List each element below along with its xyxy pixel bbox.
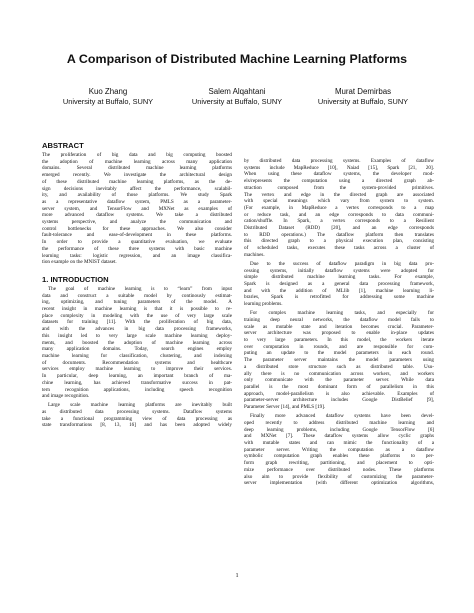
- text-line: ments, and boosted the adoption of machine learning across: [42, 339, 232, 346]
- text-line: as a representative dataflow system, PMLS as a parameter-: [42, 198, 232, 205]
- text-line: simple distributed machine learning tasks. For example,: [244, 274, 434, 281]
- text-line: form graph rewriting, partitioning, and placement to opti-: [244, 460, 434, 467]
- text-line: over computation in rounds, and are responsible for com-: [244, 343, 434, 350]
- text-line: machines.: [244, 251, 265, 258]
- text-line: cessing systems, initially dataflow systems were adopted for: [244, 267, 434, 274]
- text-line: For complex machine learning tasks, and especially for: [250, 310, 434, 317]
- text-line: Distributed Dataset (RDD) [20], and an edge corresponds: [244, 225, 434, 232]
- author-name: Kuo Zhang: [88, 87, 128, 96]
- text-line: The parameter server maintains the model parameters using: [244, 357, 434, 364]
- text-line: more advanced dataflow systems. We take a distributed: [42, 212, 232, 219]
- text-line: mize performance over distributed nodes. These platforms: [244, 466, 434, 473]
- text-line: The goal of machine learning is to “learn” from input: [48, 285, 232, 292]
- text-line: Large scale machine learning platforms are inevitably built: [48, 402, 232, 409]
- text-line: a distributed store structure such as distributed table. Usu-: [244, 363, 434, 370]
- text-line: approach, model-parallelism is also achievable. Examples of: [244, 390, 434, 397]
- text-line: many application domains. Today, search engines employ: [42, 346, 232, 353]
- text-line: training deep neural networks, the dataflow model fails to: [244, 316, 434, 323]
- text-line: as distributed data processing systems. Dataflow systems: [42, 409, 232, 415]
- text-line: deep learning problems, including Google TensorFlow [6]: [244, 426, 434, 433]
- text-line: state transformations [8, 13, 16] and has been adopted widely: [42, 422, 232, 429]
- text-line: Due to the success of dataflow paradigm in big data pro-: [250, 260, 434, 267]
- text-line: of documents. Recommendation systems and healthcare: [42, 359, 232, 366]
- text-line: and image recognition.: [42, 393, 90, 400]
- text-line: the adoption of machine learning across many application: [42, 158, 232, 165]
- text-line: oped recently to address distributed machine learning and: [244, 419, 434, 426]
- text-line: systems include MapReduce [10], Naiad [15], Spark [21, 20].: [244, 164, 434, 171]
- text-line: and with the advances in big data processing frameworks,: [42, 326, 232, 333]
- text-line: with special meanings which vary from system to system.: [244, 198, 434, 205]
- text-line: server implementation (with different optimization algorithms,: [244, 480, 434, 487]
- text-line: or reduce task, and an edge corresponds to data communi-: [244, 211, 434, 218]
- author-affiliation: University at Buffalo, SUNY: [191, 96, 283, 106]
- body-paragraph: [244, 413, 434, 487]
- text-line: learning problems.: [244, 301, 283, 308]
- introduction-heading: 1. INTRODUCTION: [42, 274, 109, 284]
- text-line: and with the addition of MLlib [1], machine learning li-: [244, 287, 434, 294]
- text-line: take a functional programming view of data processing as: [42, 415, 232, 422]
- text-line: (For example, in MapReduce a vertex corresponds to a map: [244, 204, 434, 211]
- text-line: only communicate with the parameter server. While data: [244, 377, 434, 384]
- text-line: with mutable states and can mimic the functionality of a: [244, 440, 434, 446]
- text-line: data and construct a suitable model by continously estimat-: [42, 292, 232, 299]
- text-line: ity, and availability of those platforms. We study Spark: [42, 192, 232, 199]
- author-affiliation: University at Buffalo, SUNY: [62, 96, 154, 106]
- text-line: the performance of these three systems with basic machine: [42, 245, 232, 252]
- text-line: place complexity in modeling with the use of very large scale: [42, 312, 232, 319]
- text-line: els/represents the computation using a directed graph ab-: [244, 178, 434, 185]
- text-line: recent insight in machine learning is that it is possible to re-: [42, 306, 232, 313]
- text-line: server architecture was proposed to enable in-place updates: [244, 330, 434, 337]
- text-line: ally there is no communication across workers, and workers: [244, 370, 434, 377]
- text-line: learning tasks: logistic regression, and an image classifica-: [42, 252, 232, 259]
- text-line: puting an update to the model parameters in each round.: [244, 350, 434, 357]
- text-line: tion example on the MNIST dataset.: [42, 259, 117, 266]
- body-paragraph: [244, 261, 434, 308]
- text-line: emerged recently. We investigate the architectural design: [42, 172, 232, 179]
- body-paragraph: [244, 158, 434, 259]
- text-line: of scheduled tasks, executes these tasks across a cluster of: [244, 245, 434, 252]
- author-block: [283, 87, 443, 106]
- text-line: The proliferation of big data and big computing boosted: [42, 152, 232, 158]
- text-line: parallel is the most dominant form of parallelism in this: [244, 383, 434, 390]
- page-number: 1: [235, 572, 239, 579]
- text-line: straction composed from the system-provided primitives.: [244, 184, 434, 191]
- text-line: services employ machine learning to improve their services.: [42, 366, 232, 373]
- text-line: Finally more advanced dataflow systems have been devel-: [250, 413, 434, 420]
- author-affiliation: University at Buffalo, SUNY: [317, 96, 409, 106]
- text-line: fault-tolerance and ease-of-development in these platforms.: [42, 232, 232, 239]
- author-name: Murat Demirbas: [334, 87, 392, 96]
- text-line: machine learning for classification, clustering, and indexing: [42, 352, 232, 359]
- text-line: chine learning, has achieved transformative success in pat-: [42, 379, 232, 386]
- left-column: [42, 140, 232, 429]
- body-paragraph: [244, 310, 434, 411]
- text-line: server system, and TensorFlow and MXNet as examples of: [42, 205, 232, 212]
- text-line: parameter-server architecture includes Google DistBelief [9],: [244, 397, 434, 404]
- text-line: by distributed data processing systems. Examples of dataflow: [244, 158, 434, 164]
- text-line: this directed graph to a physical execution plan, consisting: [244, 238, 434, 245]
- text-line: to RDD operations.) The dataflow platform then translates: [244, 231, 434, 238]
- text-line: domains. Several distributed machine learning platforms: [42, 165, 232, 172]
- text-line: parameter server. Writing the computation as a dataflow: [244, 446, 434, 453]
- text-line: scale as mutable state and iteration becomes crucial. Parameter-: [244, 323, 434, 330]
- abstract-text: [42, 152, 232, 266]
- text-line: ing, optimizing, and tuning parameters of the model. A: [42, 299, 232, 306]
- text-line: systems perspective, and analyze the communication and: [42, 219, 232, 226]
- text-line: In particular, deep learning, an important branch of ma-: [42, 373, 232, 380]
- text-line: In order to provide a quantitative evaluation, we evaluate: [42, 239, 232, 246]
- intro-paragraph: [42, 286, 232, 400]
- text-line: control bottlenecks for these approaches. We also consider: [42, 225, 232, 232]
- paper-title: A Comparison of Distributed Machine Learning Platforms: [66, 52, 408, 66]
- text-line: Spark is designed as a general data processing framework,: [244, 281, 434, 288]
- text-line: and MXNet [7]. These dataflow systems allow cyclic graphs: [244, 433, 434, 440]
- text-line: symbolic computation graph enables these platforms to per-: [244, 453, 434, 460]
- text-line: Parameter Server [14], and PMLS [19].: [244, 404, 326, 411]
- text-line: to very large parameters. In this model, the workers iterate: [244, 337, 434, 344]
- text-line: of these distributed machine learning platforms, as the de-: [42, 178, 232, 185]
- right-column: [244, 158, 434, 487]
- text-line: also aim to provide flexibility of customizing the parameter-: [244, 473, 434, 480]
- text-line: datasets for training [11]. With the proliferation of big data,: [42, 319, 232, 326]
- text-line: cation/shuffle. In Spark, a vertex corresponds to a Resilient: [244, 218, 434, 225]
- text-line: this insight led to very large scale machine learning deploy-: [42, 332, 232, 339]
- text-line: When using these dataflow systems, the developer mod-: [244, 171, 434, 178]
- author-name: Salem Alqahtani: [208, 87, 266, 96]
- text-line: tern recognition applications, including speech recognition: [42, 386, 232, 393]
- abstract-heading: ABSTRACT: [42, 141, 84, 150]
- text-line: sign decisions inevitably affect the performance, scalabil-: [42, 185, 232, 192]
- text-line: braries, Spark is retrofitted for addressing some machine: [244, 294, 434, 301]
- text-line: The vertex and edge in the directed graph are associated: [244, 191, 434, 198]
- intro-paragraph: [42, 402, 232, 429]
